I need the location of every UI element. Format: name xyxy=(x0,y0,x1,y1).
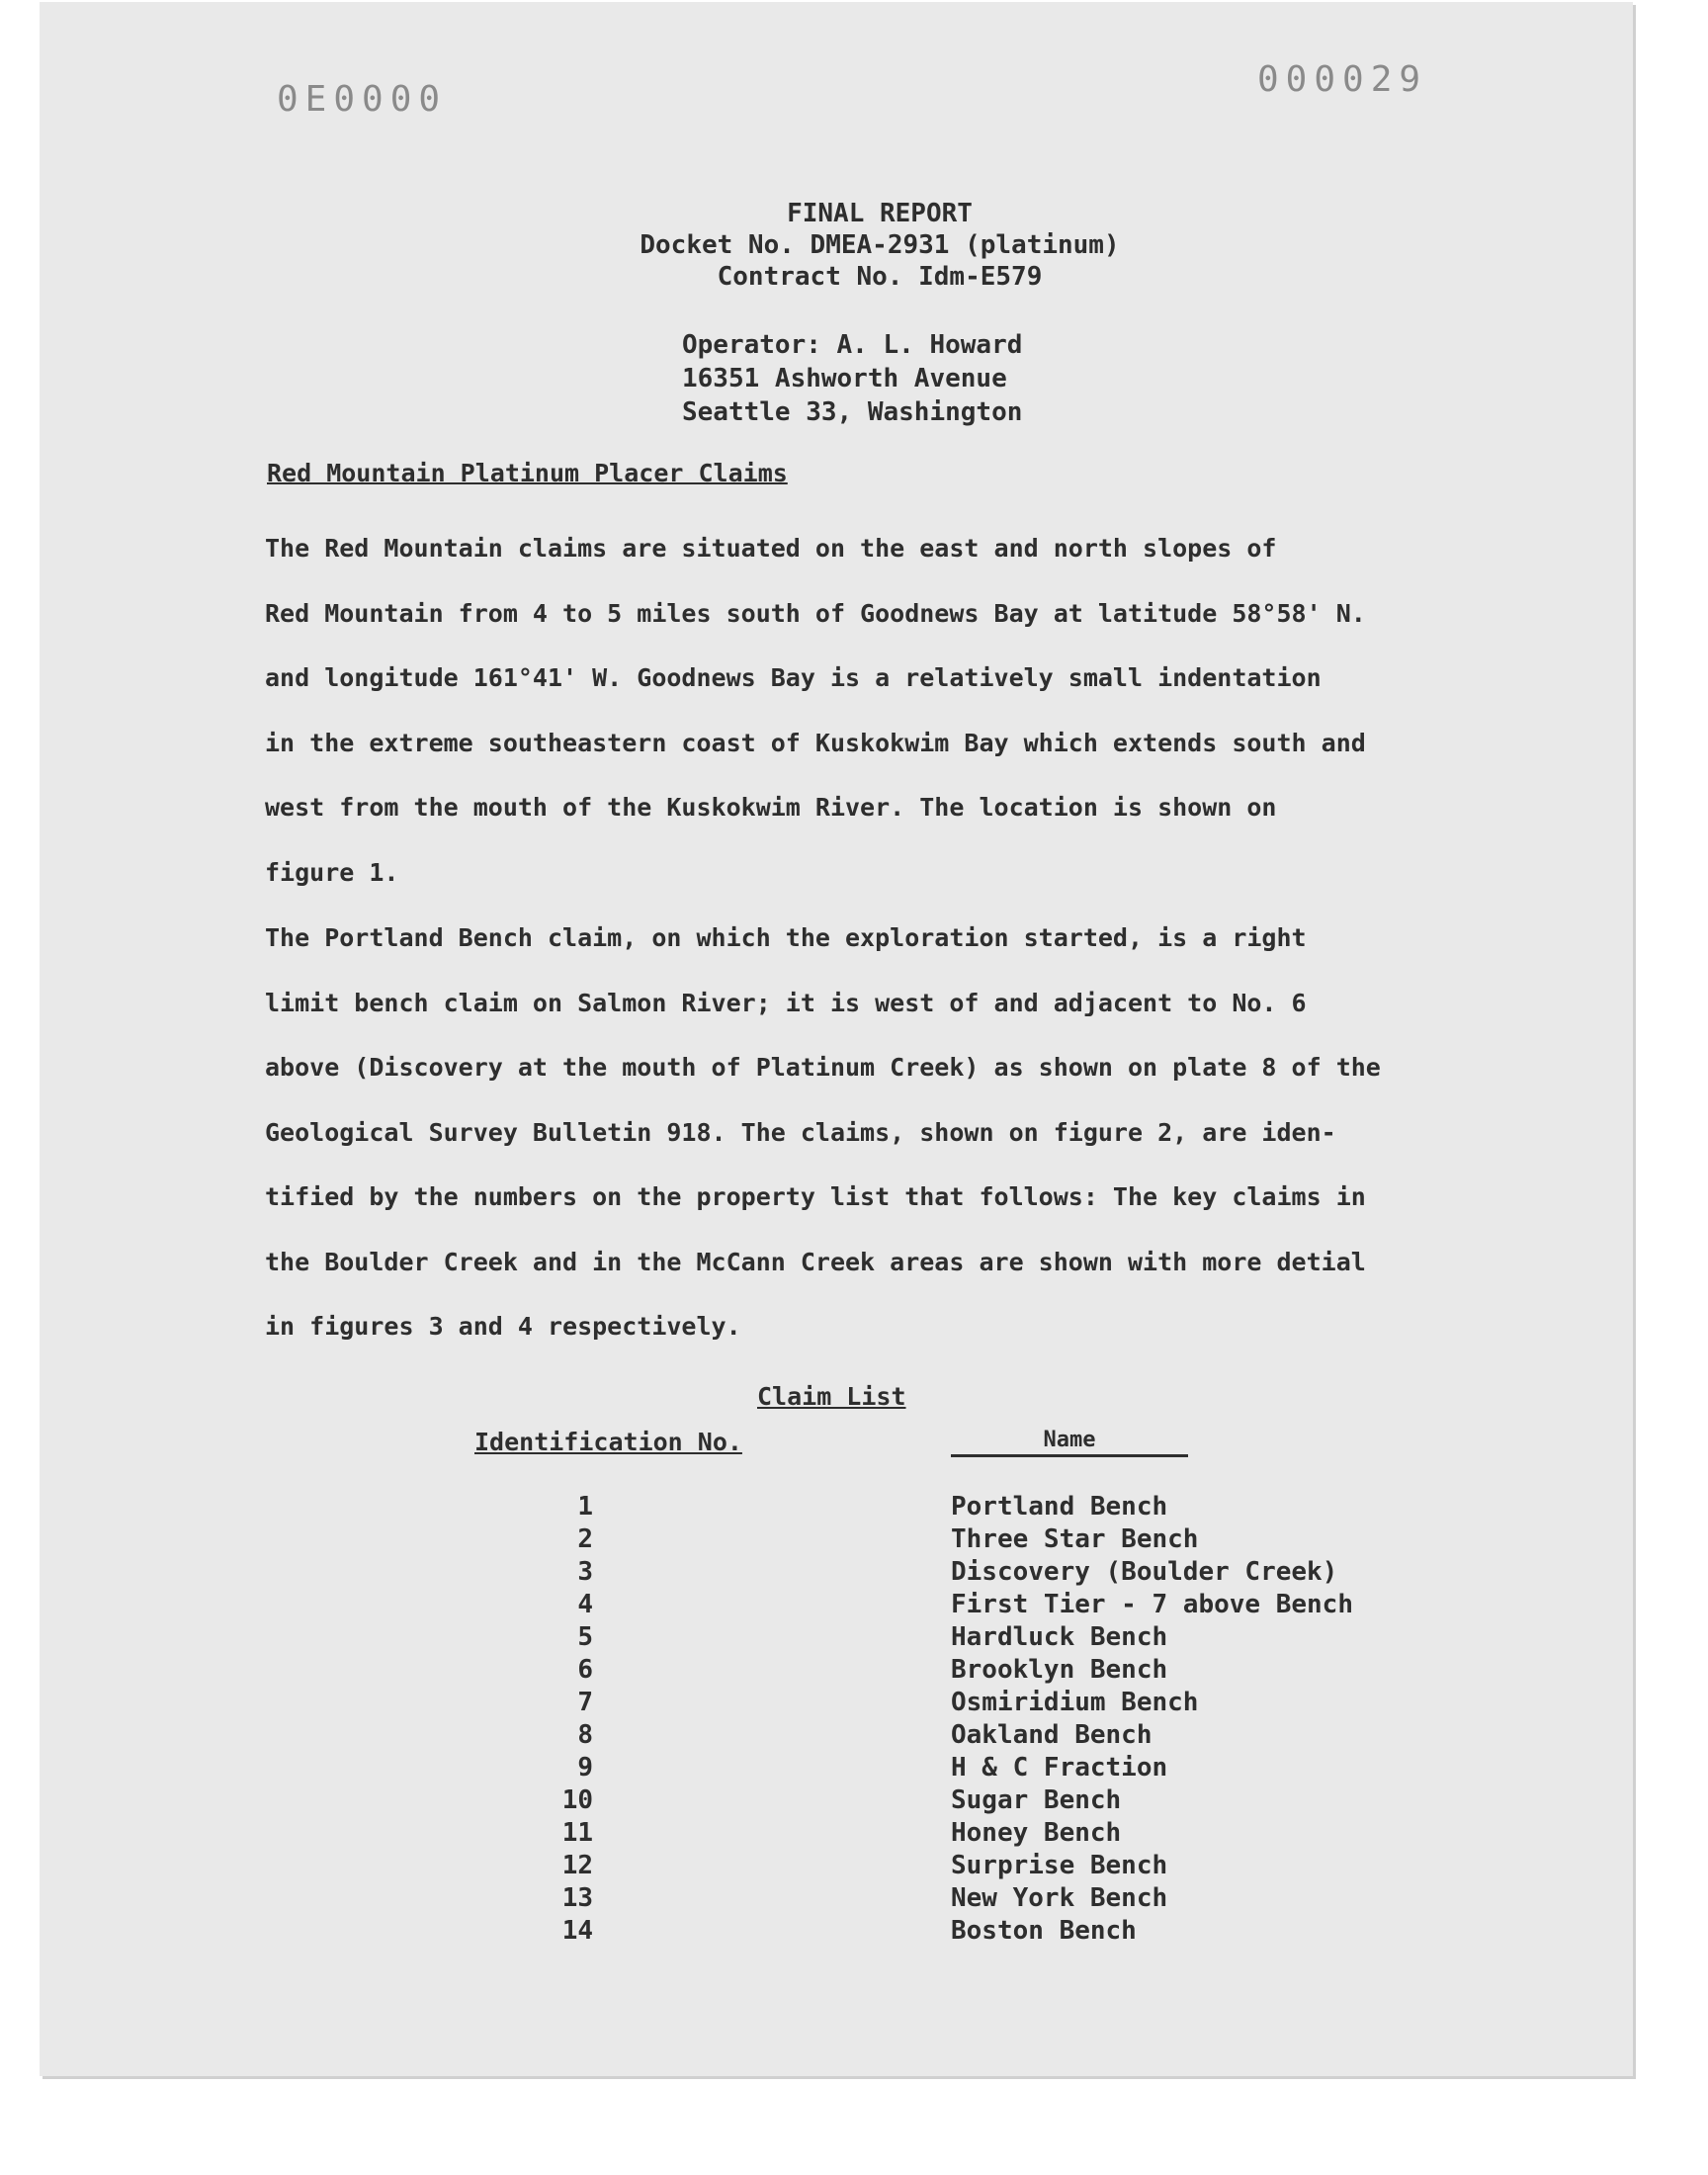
claim-id: 9 xyxy=(577,1753,593,1783)
claim-name: First Tier - 7 above Bench xyxy=(951,1590,1353,1619)
claim-row xyxy=(514,1491,1353,1523)
claim-name: New York Bench xyxy=(951,1883,1168,1913)
claim-row xyxy=(514,1687,1353,1719)
claim-id: 13 xyxy=(561,1883,593,1913)
text-line: the Boulder Creek and in the McCann Creek areas are shown with more detial xyxy=(265,1247,1366,1276)
text-line: The Portland Bench claim, on which the exploration started, is a right xyxy=(265,923,1307,952)
claim-row xyxy=(514,1915,1353,1948)
operator-city: Seattle 33, Washington xyxy=(682,397,1023,427)
text-line: tified by the numbers on the property list that follows: The key claims in xyxy=(265,1182,1366,1211)
text-line: in the extreme southeastern coast of Kuskokwim Bay which extends south and xyxy=(265,728,1366,757)
claim-row xyxy=(514,1523,1353,1556)
name-column-header: Name xyxy=(951,1428,1188,1457)
claim-row xyxy=(514,1556,1353,1589)
text-line: above (Discovery at the mouth of Platinum Creek) as shown on plate 8 of the xyxy=(265,1053,1381,1082)
claim-name: Discovery (Boulder Creek) xyxy=(951,1557,1338,1587)
operator-name: Operator: A. L. Howard xyxy=(682,330,1023,360)
identification-column-header: Identification No. xyxy=(474,1428,742,1456)
claim-row xyxy=(514,1654,1353,1687)
claim-id: 5 xyxy=(577,1622,593,1652)
claim-row xyxy=(514,1752,1353,1784)
contract-number: Contract No. Idm-E579 xyxy=(717,262,1043,292)
claim-row xyxy=(514,1589,1353,1621)
page-number-stamp: 000029 xyxy=(1257,59,1428,100)
claim-id: 12 xyxy=(561,1851,593,1880)
operator-address xyxy=(682,328,1022,429)
text-line: Geological Survey Bulletin 918. The claims, shown on figure 2, are iden- xyxy=(265,1117,1336,1147)
claim-name: Hardluck Bench xyxy=(951,1622,1168,1652)
claim-name: Oakland Bench xyxy=(951,1720,1153,1750)
claim-id: 7 xyxy=(577,1688,593,1717)
text-line: The Red Mountain claims are situated on the east and north slopes of xyxy=(265,534,1277,563)
claim-name: Osmiridium Bench xyxy=(951,1688,1199,1717)
claim-id: 1 xyxy=(577,1492,593,1522)
report-header xyxy=(494,198,1265,293)
claim-id: 2 xyxy=(577,1524,593,1554)
claim-id: 10 xyxy=(561,1785,593,1815)
paragraph-claims xyxy=(265,906,1381,1359)
claim-name: Portland Bench xyxy=(951,1492,1168,1522)
text-line: west from the mouth of the Kuskokwim River. The location is shown on xyxy=(265,793,1277,822)
text-line: figure 1. xyxy=(265,857,399,887)
text-line: Red Mountain from 4 to 5 miles south of Goodnews Bay at latitude 58°58' N. xyxy=(265,598,1366,628)
text-line: in figures 3 and 4 respectively. xyxy=(265,1312,741,1341)
operator-street: 16351 Ashworth Avenue xyxy=(682,364,1007,393)
claim-id: 8 xyxy=(577,1720,593,1750)
claim-id: 4 xyxy=(577,1590,593,1619)
claim-name: Honey Bench xyxy=(951,1818,1122,1848)
page-stamp-left: 0E0000 xyxy=(277,79,448,120)
claim-name: H & C Fraction xyxy=(951,1753,1168,1783)
claim-id: 11 xyxy=(561,1818,593,1848)
claim-list-table xyxy=(514,1491,1353,1948)
claim-row xyxy=(514,1882,1353,1915)
section-heading: Red Mountain Platinum Placer Claims xyxy=(267,459,788,487)
report-title: FINAL REPORT xyxy=(787,199,973,228)
claim-name: Surprise Bench xyxy=(951,1851,1168,1880)
text-line: and longitude 161°41' W. Goodnews Bay is a relatively small indentation xyxy=(265,663,1322,692)
text-line: limit bench claim on Salmon River; it is west of and adjacent to No. 6 xyxy=(265,988,1307,1017)
claim-id: 6 xyxy=(577,1655,593,1685)
docket-number: Docket No. DMEA-2931 (platinum) xyxy=(640,230,1120,260)
claim-row xyxy=(514,1784,1353,1817)
claim-name: Sugar Bench xyxy=(951,1785,1122,1815)
claim-name: Three Star Bench xyxy=(951,1524,1199,1554)
claim-id: 14 xyxy=(561,1916,593,1946)
paragraph-location xyxy=(265,516,1366,905)
claim-row xyxy=(514,1817,1353,1850)
claim-row xyxy=(514,1621,1353,1654)
claim-row xyxy=(514,1719,1353,1752)
claim-name: Boston Bench xyxy=(951,1916,1137,1946)
claim-row xyxy=(514,1850,1353,1882)
claim-list-title: Claim List xyxy=(757,1382,906,1411)
claim-name: Brooklyn Bench xyxy=(951,1655,1168,1685)
claim-id: 3 xyxy=(577,1557,593,1587)
